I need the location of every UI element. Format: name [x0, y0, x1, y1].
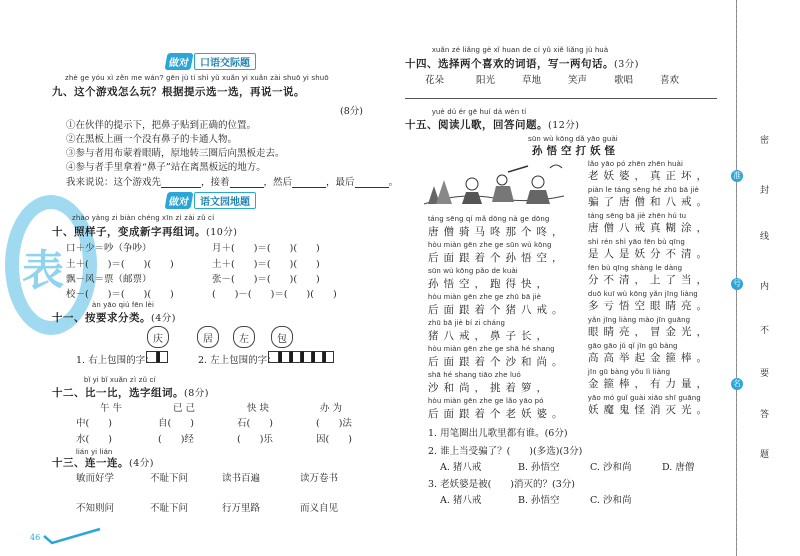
- side-char-4: 内: [760, 282, 770, 292]
- poem-left-py-5: zhū bā jiè bí zi cháng: [428, 318, 506, 327]
- oral-banner-label: 口语交际: [200, 57, 240, 69]
- oral-banner-text: [194, 53, 256, 70]
- side-dot-1: 准: [733, 171, 741, 180]
- q9-blank-3[interactable]: [292, 177, 326, 188]
- q10-row-2-left[interactable]: 土＋( )＝( )( ): [66, 259, 174, 270]
- poem-right-py-9: jīn gū bàng yǒu lì liàng: [588, 367, 671, 376]
- poem-right-8: 高高举起金箍棒。: [588, 352, 712, 364]
- poem-left-py-7: shā hé shang tiāo zhe luó: [428, 370, 521, 379]
- q12-r1-c3[interactable]: 石( ): [237, 418, 273, 429]
- poem-right-1: 老妖婆，真正坏，: [588, 170, 712, 182]
- q10-row-1-left[interactable]: 口＋少＝吵（争吵）: [66, 243, 152, 254]
- poem-right-py-6: duō kuī wù kōng yǎn jīng liàng: [588, 289, 698, 298]
- q15-q2-option-b[interactable]: B. 孙悟空: [518, 462, 560, 473]
- q9-item-2: ②在黑板上画一个没有鼻子的卡通人物。: [66, 134, 238, 145]
- q10-row-3-right[interactable]: 张－( )＝( )( ): [212, 274, 320, 285]
- q15-pinyin: yuè dú ér gē huí dá wèn tí: [432, 107, 527, 116]
- q11-score: (4分): [151, 313, 176, 324]
- q14-word-3: 草地: [522, 75, 542, 86]
- q12-pair-4: 办 为: [320, 403, 343, 414]
- q14-word-6: 喜欢: [660, 75, 680, 86]
- q15-title-text: 十五、阅读儿歌，回答问题。: [405, 119, 548, 131]
- q9-blank-4[interactable]: [355, 177, 389, 188]
- poem-right-py-4: shì rén shì yāo fēn bù qīng: [588, 237, 685, 246]
- q14-title: [405, 56, 639, 71]
- q11-right-boxes[interactable]: [268, 351, 334, 363]
- q12-r2-c2[interactable]: ( )经: [158, 434, 194, 445]
- q10-row-3-left[interactable]: 飘－风＝票（邮票）: [66, 274, 152, 285]
- q15-q3-option-c[interactable]: C. 沙和尚: [590, 495, 632, 506]
- poem-right-py-7: yǎn jīng liàng mào jīn guāng: [588, 315, 691, 324]
- poem-right-py-8: gāo gāo jǔ qǐ jīn gū bàng: [588, 341, 678, 350]
- q12-r1-c2[interactable]: 自( ): [158, 418, 194, 429]
- q11-left-label: 1. 右上包围的字：: [76, 355, 155, 366]
- q15-poem-title: 孙悟空打妖怪: [532, 145, 619, 157]
- q14-title-text: 十四、选择两个喜欢的词语，写一两句话。: [405, 58, 614, 70]
- q11-right-label: 2. 左上包围的字：: [198, 355, 277, 366]
- oral-banner: [166, 53, 256, 69]
- q9-score: (8分): [340, 106, 363, 117]
- q10-row-2-right[interactable]: 土＋( )＝( )( ): [212, 259, 320, 270]
- q11-title-text: 十一、按要求分类。: [52, 312, 151, 324]
- poem-right-9: 金箍棒，有力量，: [588, 378, 712, 390]
- q11-pinyin: àn yāo qiú fēn lèi: [92, 300, 155, 309]
- poem-left-py-8: hòu miàn gēn zhe ge lǎo yāo pó: [428, 396, 544, 405]
- q12-r2-c4[interactable]: 因( ): [316, 434, 352, 445]
- journey-west-illustration: [420, 158, 568, 210]
- q11-left-boxes[interactable]: [146, 351, 168, 363]
- q15-q3-option-a[interactable]: A. 猪八戒: [440, 495, 482, 506]
- poem-right-py-10: yāo mó guǐ guài xiāo shī guāng: [588, 393, 701, 402]
- poem-left-4: 后面跟着个猪八戒。: [428, 304, 568, 316]
- q12-pair-2: 已 己: [173, 403, 196, 414]
- q13-top-3[interactable]: 读书百遍: [222, 473, 261, 484]
- poem-right-10: 妖魔鬼怪消灭光。: [588, 404, 712, 416]
- q9-blank-1[interactable]: [161, 177, 201, 188]
- poem-left-1: 唐僧骑马咚那个咚，: [428, 226, 568, 238]
- q15-score: (12分): [548, 120, 580, 131]
- side-dot-3: 名: [733, 379, 741, 388]
- q14-word-5: 歌唱: [614, 75, 634, 86]
- q10-row-4-right[interactable]: ( )－( )＝( )( ): [212, 289, 337, 300]
- poem-right-py-5: fēn bù qīng shàng le dàng: [588, 263, 683, 272]
- q9-answer-prefix: 我来说说：这个游戏先: [66, 177, 162, 188]
- q14-word-1: 花朵: [425, 75, 445, 86]
- watermark-char: 表: [22, 246, 65, 295]
- q10-pinyin: zhào yàng zi biàn chéng xīn zì zài zǔ cí: [72, 213, 215, 222]
- q15-poem-pinyin: sūn wù kōng dǎ yāo guài: [528, 134, 618, 143]
- poem-left-py-4: hòu miàn gēn zhe ge zhū bā jiè: [428, 292, 542, 301]
- poem-left-6: 后面跟着个沙和尚。: [428, 356, 568, 368]
- side-char-5: 不: [760, 326, 770, 336]
- q15-question-3[interactable]: 3. 老妖婆是被( )消灭的？(3分): [428, 479, 575, 490]
- q15-question-2[interactable]: 2. 谁上当受骗了？( )(多选)(3分): [428, 446, 583, 457]
- poem-right-py-2: piàn le táng sēng hé zhū bā jiè: [588, 185, 700, 194]
- garden-banner: [166, 192, 256, 208]
- side-char-1: 密: [760, 136, 770, 146]
- q9-answer-line: [66, 174, 398, 188]
- q12-r1-c1[interactable]: 中( ): [76, 418, 112, 429]
- poem-right-2: 骗了唐僧和八戒。: [588, 196, 712, 208]
- q10-title: [52, 224, 238, 239]
- garden-banner-text: [194, 192, 256, 209]
- side-char-6: 要: [760, 369, 770, 379]
- side-char-8: 题: [760, 450, 770, 460]
- q15-q2-option-d[interactable]: D. 唐僧: [662, 462, 695, 473]
- q13-title-text: 十三、连一连。: [52, 457, 129, 469]
- side-dot-2: 号: [733, 279, 741, 288]
- poem-left-8: 后面跟着个老妖婆。: [428, 408, 568, 420]
- poem-right-py-1: lǎo yāo pó zhēn zhēn huài: [588, 159, 684, 168]
- q11-char-2: 居: [197, 326, 219, 348]
- side-char-3: 线: [760, 232, 770, 242]
- q14-word-2: 阳光: [476, 75, 496, 86]
- q11-char-1: 庆: [147, 326, 169, 348]
- q12-r1-c4[interactable]: ( )法: [316, 418, 352, 429]
- q9-blank-2[interactable]: [230, 177, 264, 188]
- q11-char-4: 包: [271, 326, 293, 348]
- q10-score: (10分): [206, 227, 238, 238]
- poem-left-7: 沙和尚，挑着箩，: [428, 382, 552, 394]
- poem-right-6: 多亏悟空眼睛亮。: [588, 300, 712, 312]
- q9-item-3: ③参与者用布蒙着眼睛，原地转三圈后向黑板走去。: [66, 148, 285, 159]
- q9-item-1: ①在伙伴的提示下，把鼻子贴到正确的位置。: [66, 120, 257, 131]
- q12-score: (8分): [184, 388, 209, 399]
- q15-q2-option-c[interactable]: C. 沙和尚: [590, 462, 632, 473]
- q13-bottom-4[interactable]: 而义自见: [300, 503, 339, 514]
- q9-title: 九、这个游戏怎么玩？根据提示选一选，再说一说。: [52, 86, 305, 98]
- garden-banner-label: 语文园地: [200, 196, 240, 208]
- page-number: 46: [30, 533, 41, 542]
- q12-pair-1: 午 牛: [100, 403, 123, 414]
- oral-banner-tag: 做对: [165, 53, 194, 70]
- q9-answer-last: ，最后: [326, 177, 355, 188]
- q9-pinyin: zhè ge yóu xì zěn me wán? gēn jù tí shì yǔ xuǎn yi xuǎn zài shuō yi shuō: [65, 73, 329, 82]
- q13-bottom-1[interactable]: 不知则问: [76, 503, 115, 514]
- q9-answer-then1: ，接着: [201, 177, 230, 188]
- q13-bottom-3[interactable]: 行万里路: [222, 503, 261, 514]
- poem-left-3: 孙悟空，跑得快，: [428, 278, 552, 290]
- side-char-7: 答: [760, 410, 770, 420]
- garden-banner-tag: 做对: [165, 192, 194, 209]
- poem-left-5: 猪八戒，鼻子长，: [428, 330, 552, 342]
- q13-title: [52, 455, 154, 470]
- q13-score: (4分): [129, 458, 154, 469]
- q13-bottom-2[interactable]: 不耻下问: [150, 503, 189, 514]
- oral-banner-suffix: 题: [240, 57, 250, 69]
- poem-left-py-1: táng sēng qí mǎ dōng nà ge dōng: [428, 214, 550, 223]
- q13-top-1[interactable]: 敏而好学: [76, 473, 115, 484]
- poem-right-5: 分不清，上了当，: [588, 274, 712, 286]
- q14-score: (3分): [614, 59, 639, 70]
- poem-left-py-6: hòu miàn gēn zhe ge shā hé shang: [428, 344, 555, 353]
- q14-pinyin: xuǎn zé liǎng gè xǐ huan de cí yǔ xiě liǎng jù huà: [432, 45, 609, 54]
- q15-question-1: 1. 用笔圈出儿歌里都有谁。(6分): [428, 428, 568, 439]
- q15-q2-option-a[interactable]: A. 猪八戒: [440, 462, 482, 473]
- q13-top-2[interactable]: 不耻下问: [150, 473, 189, 484]
- poem-left-2: 后面跟着个孙悟空，: [428, 252, 568, 264]
- q12-title-text: 十二、比一比，选字组词。: [52, 387, 184, 399]
- q12-r2-c3[interactable]: ( )乐: [237, 434, 273, 445]
- page-check-icon: [42, 526, 102, 546]
- poem-right-3: 唐僧八戒真糊涂，: [588, 222, 712, 234]
- q15-q3-option-b[interactable]: B. 孙悟空: [518, 495, 560, 506]
- q14-word-4: 笑声: [568, 75, 588, 86]
- q11-char-3: 左: [233, 326, 255, 348]
- poem-right-py-3: táng sēng bā jiè zhēn hú tu: [588, 211, 687, 220]
- q13-top-4[interactable]: 读万卷书: [300, 473, 339, 484]
- q9-answer-then2: ，然后: [263, 177, 293, 188]
- poem-left-py-3: sūn wù kōng pǎo de kuài: [428, 266, 518, 275]
- q9-item-4: ④参与者手里拿着“鼻子”站在离黑板远的地方。: [66, 162, 266, 173]
- poem-left-py-2: hòu miàn gēn zhe ge sūn wù kōng: [428, 240, 552, 249]
- q14-answer-line[interactable]: [405, 98, 717, 99]
- q15-title: [405, 117, 580, 132]
- q12-pinyin: bǐ yi bǐ xuǎn zì zǔ cí: [84, 375, 157, 384]
- q11-title: [52, 310, 176, 325]
- q13-pinyin: lián yi lián: [76, 447, 113, 456]
- q10-row-1-right[interactable]: 月＋( )＝( )( ): [212, 243, 320, 254]
- poem-right-7: 眼睛亮，冒金光，: [588, 326, 712, 338]
- q12-r2-c1[interactable]: 水( ): [76, 434, 112, 445]
- q9-answer-end: 。: [388, 177, 399, 188]
- q12-title: [52, 385, 209, 400]
- q10-row-4-left[interactable]: 校－( )＝( )( ): [66, 289, 174, 300]
- q12-pair-3: 快 块: [247, 403, 270, 414]
- q10-title-text: 十、照样子，变成新字再组词。: [52, 226, 206, 238]
- side-char-2: 封: [760, 186, 770, 196]
- garden-banner-suffix: 题: [240, 196, 250, 208]
- poem-right-4: 是人是妖分不清。: [588, 248, 712, 260]
